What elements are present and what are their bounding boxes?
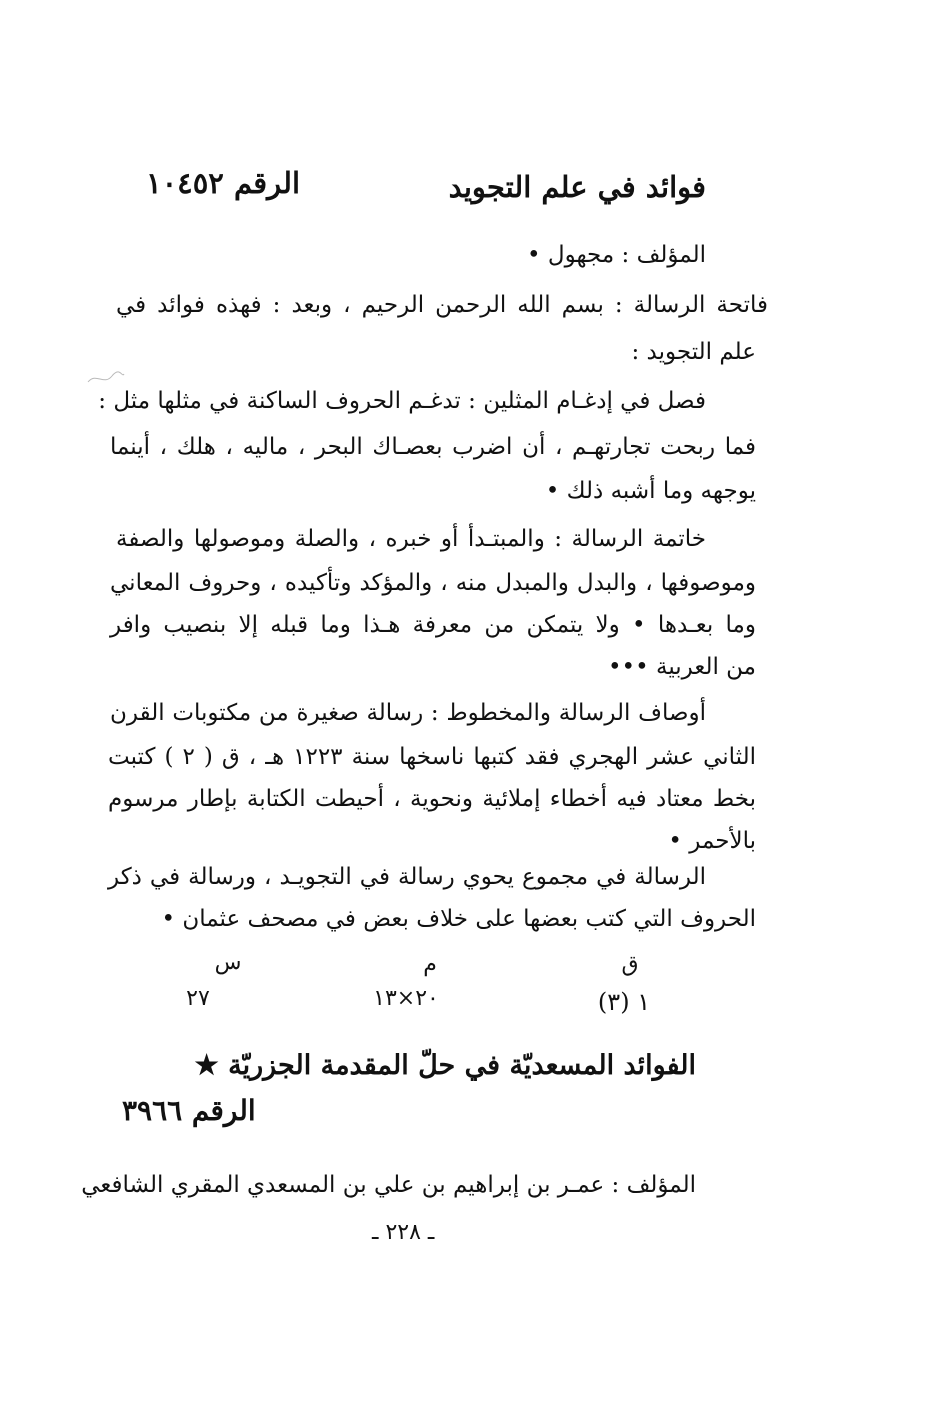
code-value-m: ٢٠×١٣ [373, 986, 439, 1011]
closing-line-4: من العربية ••• [607, 654, 756, 680]
scan-mark [86, 368, 126, 388]
entry1-number: الرقم ١٠٤٥٢ [146, 166, 301, 200]
collection-line-1: الرسالة في مجموع يحوي رسالة في التجويـد ، ورسالة في ذكر [108, 864, 706, 890]
opening-line-1: فاتحة الرسالة : بسم الله الرحمن الرحيم ، وبعد : فهذه فوائد في [116, 292, 768, 318]
description-line-4: بالأحمر • [668, 828, 756, 854]
entry1-author: المؤلف : مجهول • [526, 242, 706, 268]
section-line-3: يوجهه وما أشبه ذلك • [545, 478, 756, 504]
description-line-2: الثاني عشر الهجري فقد كتبها ناسخها سنة ١٢٢٣ هـ ، ق ( ٢ ) كتبت [108, 744, 757, 770]
closing-line-3: وما بعـدها • ولا يتمكن من معرفة هـذا وما قبله إلا بنصيب وافر [110, 612, 756, 638]
section-line-1: فصل في إدغـام المثلين : تدغـم الحروف الساكنة في مثلها مثل : [98, 388, 706, 414]
description-line-1: أوصاف الرسالة والمخطوط : رسالة صغيرة من مكتوبات القرن [110, 700, 706, 726]
description-line-3: بخط معتاد فيه أخطاء إملائية ونحوية ، أحيطت الكتابة بإطار مرسوم [108, 786, 756, 812]
code-value-s: ٢٧ [186, 986, 210, 1011]
page-number: ـ ٢٢٨ ـ [372, 1220, 435, 1245]
code-label-q: ق [621, 952, 639, 977]
entry2-title: الفوائد المسعديّة في حلّ المقدمة الجزريّة ★ [194, 1050, 696, 1081]
code-label-s: س [214, 950, 242, 975]
code-value-q: ١ (٣) [597, 988, 651, 1016]
opening-line-2: علم التجويد : [631, 339, 756, 365]
entry1-title: فوائد في علم التجويد [448, 170, 706, 204]
closing-line-2: وموصوفها ، والبدل والمبدل منه ، والمؤكد وتأكيده ، وحروف المعاني [110, 570, 756, 596]
code-label-m: م [423, 952, 437, 977]
section-line-2: فما ربحت تجارتهـم ، أن اضرب بعصـاك البحر ، ماليه ، هلك ، أينما [110, 434, 756, 460]
collection-line-2: الحروف التي كتب بعضها على خلاف بعض في مصحف عثمان • [161, 906, 756, 932]
closing-line-1: خاتمة الرسالة : والمبتـدأ أو خبره ، والصلة وموصولها والصفة [116, 526, 706, 552]
entry2-author: المؤلف : عمـر بن إبراهيم بن علي بن المسعدي المقري الشافعي [81, 1172, 696, 1198]
entry2-number: الرقم ٣٩٦٦ [122, 1094, 256, 1127]
